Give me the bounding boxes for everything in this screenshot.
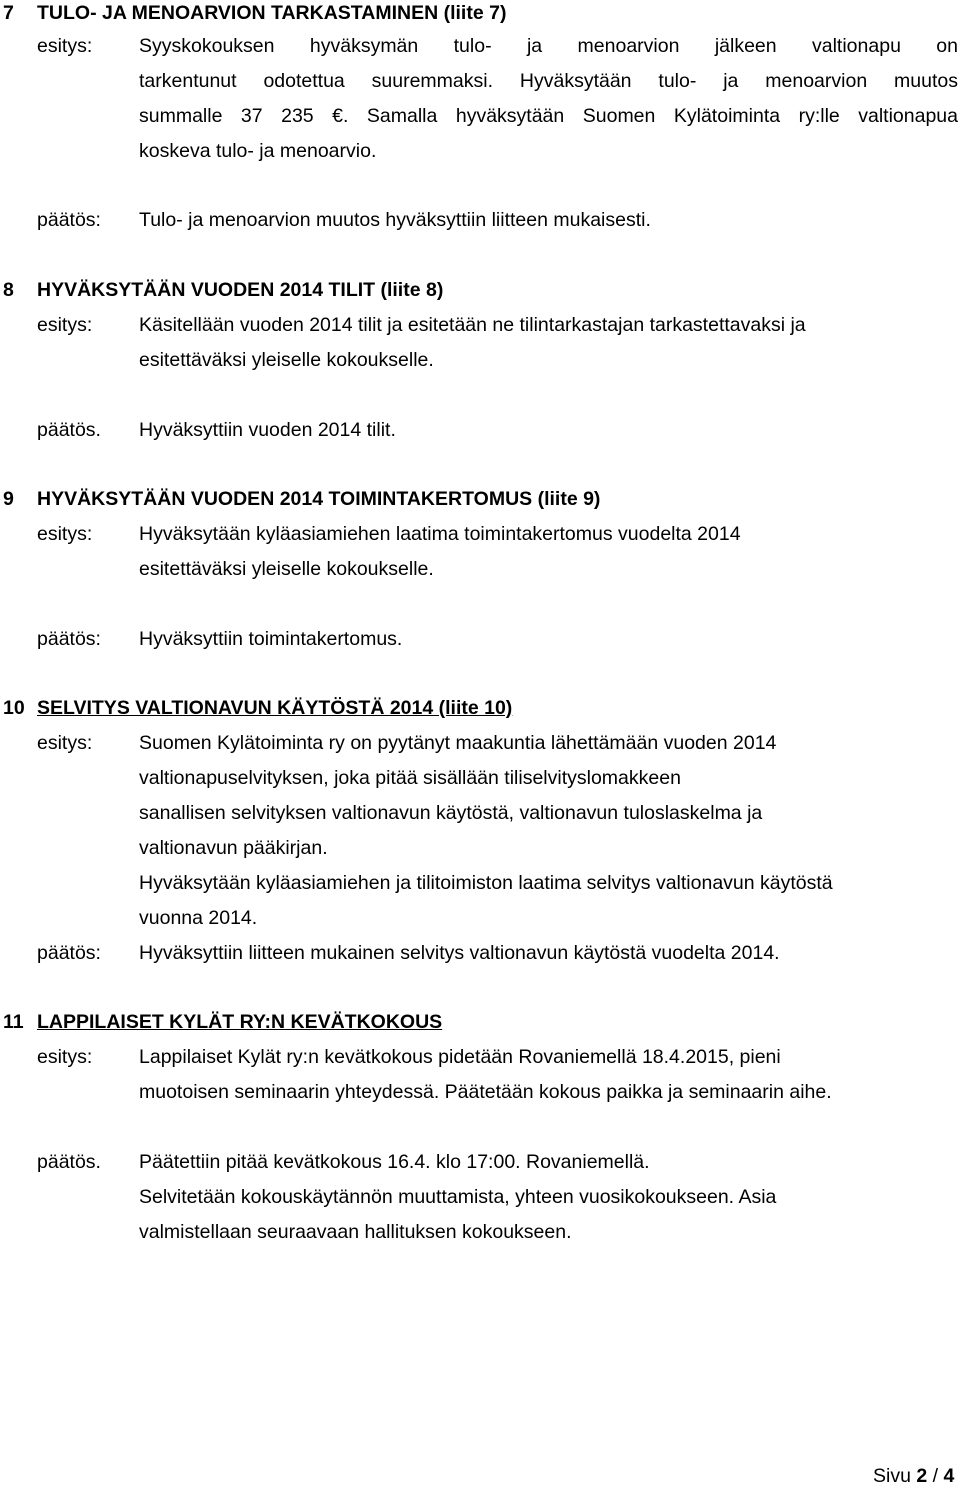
paatos-label: päätös: <box>37 209 101 231</box>
esitys-text: Hyväksytään kyläasiamiehen laatima toimintakertomus vuodelta 2014 <box>139 523 741 545</box>
paatos-text: Hyväksyttiin toimintakertomus. <box>139 628 403 650</box>
esitys-text: koskeva tulo- ja menoarvio. <box>139 140 377 162</box>
esitys-text: valtionapuselvityksen, joka pitää sisällään tiliselvityslomakkeen <box>139 767 681 789</box>
paatos-text: Hyväksyttiin liitteen mukainen selvitys valtionavun käytöstä vuodelta 2014. <box>139 942 780 964</box>
esitys-text: muotoisen seminaarin yhteydessä. Päätetään kokous paikka ja seminaarin aihe. <box>139 1081 832 1103</box>
section-number: 9 <box>3 488 14 510</box>
paatos-text: Päätettiin pitää kevätkokous 16.4. klo 17:00. Rovaniemellä. <box>139 1151 650 1173</box>
section-number: 10 <box>3 697 25 719</box>
paatos-label: päätös. <box>37 1151 101 1173</box>
esitys-text: Käsitellään vuoden 2014 tilit ja esitetään ne tilintarkastajan tarkastettavaksi ja <box>139 314 806 336</box>
paatos-text: valmistellaan seuraavaan hallituksen kokoukseen. <box>139 1221 572 1243</box>
esitys-text: valtionavun pääkirjan. <box>139 837 328 859</box>
section-number: 8 <box>3 279 14 301</box>
esitys-text: esitettäväksi yleiselle kokoukselle. <box>139 349 434 371</box>
esitys-text: vuonna 2014. <box>139 907 258 929</box>
esitys-text: tarkentunut odotettua suuremmaksi. Hyväksytään tulo- ja menoarvion muutos <box>139 70 958 92</box>
section-title: TULO- JA MENOARVION TARKASTAMINEN (liite 7) <box>37 2 507 24</box>
esitys-label: esitys: <box>37 523 93 545</box>
page-prefix: Sivu <box>873 1465 917 1487</box>
section-number: 11 <box>3 1011 24 1033</box>
esitys-label: esitys: <box>37 314 93 336</box>
section-title: SELVITYS VALTIONAVUN KÄYTÖSTÄ 2014 (liite 10) <box>37 697 513 719</box>
esitys-text: Lappilaiset Kylät ry:n kevätkokous pidetään Rovaniemellä 18.4.2015, pieni <box>139 1046 781 1068</box>
paatos-label: päätös: <box>37 942 101 964</box>
esitys-label: esitys: <box>37 1046 93 1068</box>
esitys-text: sanallisen selvityksen valtionavun käytöstä, valtionavun tuloslaskelma ja <box>139 802 763 824</box>
esitys-label: esitys: <box>37 35 93 57</box>
section-title: HYVÄKSYTÄÄN VUODEN 2014 TOIMINTAKERTOMUS (liite 9) <box>37 488 601 510</box>
page-footer <box>873 1463 954 1489</box>
esitys-text: Hyväksytään kyläasiamiehen ja tilitoimiston laatima selvitys valtionavun käytöstä <box>139 872 833 894</box>
esitys-text: summalle 37 235 €. Samalla hyväksytään Suomen Kylätoiminta ry:lle valtionapua <box>139 105 958 127</box>
page-number: 2 <box>916 1465 928 1487</box>
esitys-label: esitys: <box>37 732 93 754</box>
paatos-text: Tulo- ja menoarvion muutos hyväksyttiin liitteen mukaisesti. <box>139 209 651 231</box>
esitys-text: Syyskokouksen hyväksymän tulo- ja menoarvion jälkeen valtionapu on <box>139 35 958 57</box>
paatos-label: päätös: <box>37 628 101 650</box>
paatos-text: Hyväksyttiin vuoden 2014 tilit. <box>139 419 396 441</box>
section-number: 7 <box>3 2 14 24</box>
section-title: LAPPILAISET KYLÄT RY:N KEVÄTKOKOUS <box>37 1011 443 1033</box>
page-separator: / <box>927 1465 944 1487</box>
section-title: HYVÄKSYTÄÄN VUODEN 2014 TILIT (liite 8) <box>37 279 444 301</box>
page-total: 4 <box>943 1465 955 1487</box>
paatos-text: Selvitetään kokouskäytännön muuttamista, yhteen vuosikokoukseen. Asia <box>139 1186 777 1208</box>
esitys-text: esitettäväksi yleiselle kokoukselle. <box>139 558 434 580</box>
esitys-text: Suomen Kylätoiminta ry on pyytänyt maakuntia lähettämään vuoden 2014 <box>139 732 777 754</box>
paatos-label: päätös. <box>37 419 101 441</box>
